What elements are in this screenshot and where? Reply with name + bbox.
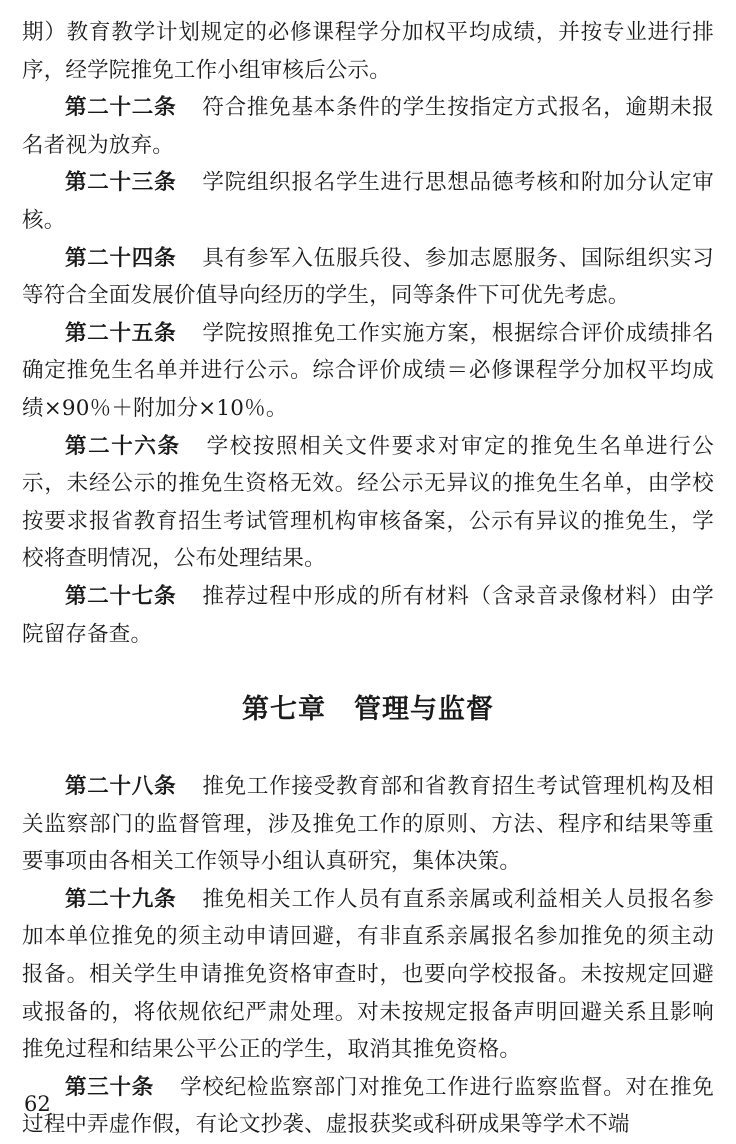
article-text: 学院按照推免工作实施方案，根据综合评价成绩排名确定推免生名单并进行公示。综合评价成绩＝必修课程学分加权平均成绩×90％＋附加分×10％。	[22, 320, 714, 421]
page-body	[22, 14, 714, 1144]
chapter-heading	[22, 687, 714, 726]
article-label: 第二十五条	[65, 320, 177, 346]
article-29	[22, 881, 714, 1069]
article-25	[22, 315, 714, 428]
intro-paragraph: 期）教育教学计划规定的必修课程学分加权平均成绩，并按专业进行排序，经学院推免工作小组审核后公示。	[22, 20, 714, 83]
article-text: 推免相关工作人员有直系亲属或利益相关人员报名参加本单位推免的须主动申请回避，有非直系亲属报名参加推免的须主动报备。相关学生申请推免资格审查时，也要向学校报备。未按规定回避或报备的，将依规依纪严肃处理。对未按规定报备声明回避关系且影响推免过程和结果公平公正的学生，取消其推免资格。	[22, 886, 714, 1063]
article-26	[22, 428, 714, 578]
article-text: 学校按照相关文件要求对审定的推免生名单进行公示，未经公示的推免生资格无效。经公示无异议的推免生名单，由学校按要求报省教育招生考试管理机构审核备案，公示有异议的推免生，学校将查明情况，公布处理结果。	[22, 433, 714, 572]
article-label: 第二十三条	[65, 170, 177, 196]
article-label: 第二十四条	[65, 245, 177, 271]
chapter-number: 第七章	[242, 694, 326, 726]
article-27	[22, 578, 714, 653]
page-number: 62	[24, 1092, 51, 1116]
article-label: 第三十条	[65, 1074, 155, 1100]
article-text: 具有参军入伍服兵役、参加志愿服务、国际组织实习等符合全面发展价值导向经历的学生，同等条件下可优先考虑。	[22, 245, 714, 309]
article-label: 第二十六条	[65, 433, 181, 459]
article-text: 学院组织报名学生进行思想品德考核和附加分认定审核。	[22, 170, 714, 233]
article-28	[22, 768, 714, 881]
chapter-title: 管理与监督	[354, 694, 494, 726]
article-text: 学校纪检监察部门对推免工作进行监察监督。对在推免过程中弄虚作假，有论文抄袭、虚报获奖或科研成果等学术不端	[22, 1074, 714, 1138]
article-label: 第二十八条	[65, 774, 177, 800]
article-label: 第二十七条	[65, 583, 177, 609]
article-23	[22, 164, 714, 239]
article-text: 推荐过程中形成的所有材料（含录音录像材料）由学院留存备查。	[22, 583, 714, 647]
article-label: 第二十二条	[65, 95, 177, 121]
article-text: 推免工作接受教育部和省教育招生考试管理机构及相关监察部门的监督管理，涉及推免工作的原则、方法、程序和结果等重要事项由各相关工作领导小组认真研究，集体决策。	[22, 774, 714, 875]
article-label: 第二十九条	[65, 886, 177, 912]
article-22	[22, 89, 714, 164]
article-30	[22, 1069, 714, 1144]
article-text: 符合推免基本条件的学生按指定方式报名，逾期未报名者视为放弃。	[22, 95, 714, 158]
article-24	[22, 240, 714, 315]
